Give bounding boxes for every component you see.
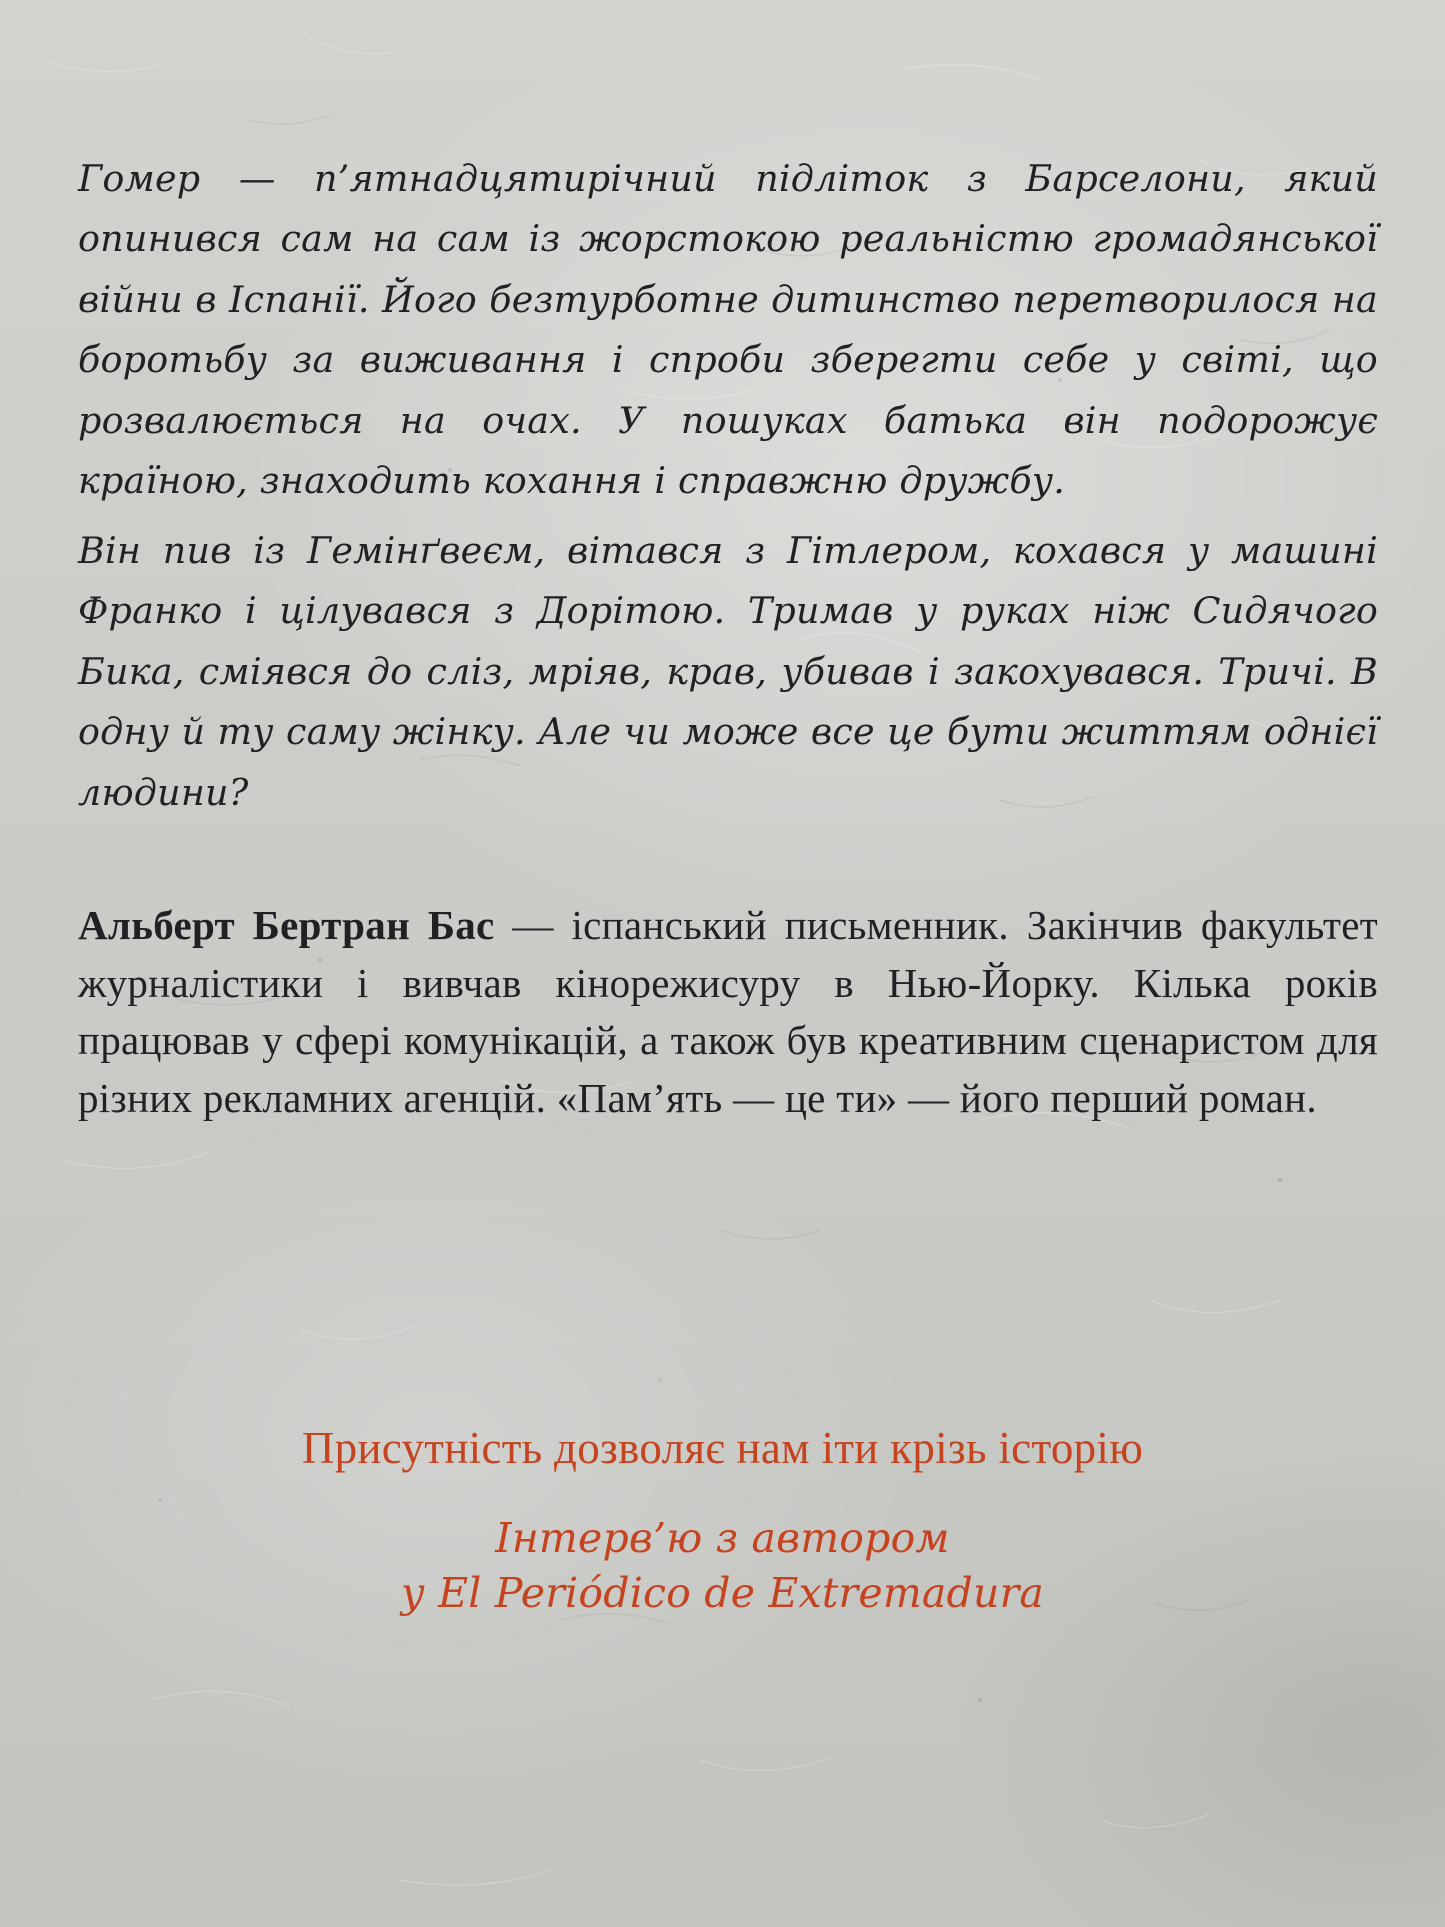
quote-headline: Присутність дозволяє нам іти крізь історію: [301, 1423, 1144, 1473]
interview-source-line-1: Інтерв’ю з автором: [495, 1514, 950, 1562]
synopsis-paragraph-1: Гомер — п’ятнадцятирічний підліток з Барселони, який опинився сам на сам із жорстокою реальністю громадянської війни в Іспанії. Його безтурботне дитинство перетворилося на боротьбу за виживання і спроби зберегти себе у світі, що розвалюється на очах. У пошуках батька він подорожує країною, знаходить кохання і справжню дружбу.: [78, 156, 1378, 502]
author-name: Альберт Бертран Бас: [78, 902, 495, 948]
synopsis-paragraph-2: Він пив із Гемінґвеєм, вітався з Гітлером, кохався у машині Франко і цілувався з Дорітою. Тримав у руках ніж Сидячого Бика, сміявся до сліз, мріяв, крав, убивав і закохувався. Тричі. В одну й ту саму жінку. Але чи може все це бути життям однієї людини?: [78, 528, 1378, 814]
author-bio: [78, 897, 1378, 1127]
author-bio-text: — іспанський письменник. Закінчив факультет журналістики і вивчав кінорежисуру в Нью-Йорку. Кілька років працював у сфері комунікацій, а також був креативним сценаристом для різних рекламних агенцій. «Пам’ять — це ти» — його перший роман.: [78, 902, 1378, 1121]
interview-source-line-2: у El Periódico de Extremadura: [400, 1569, 1045, 1617]
